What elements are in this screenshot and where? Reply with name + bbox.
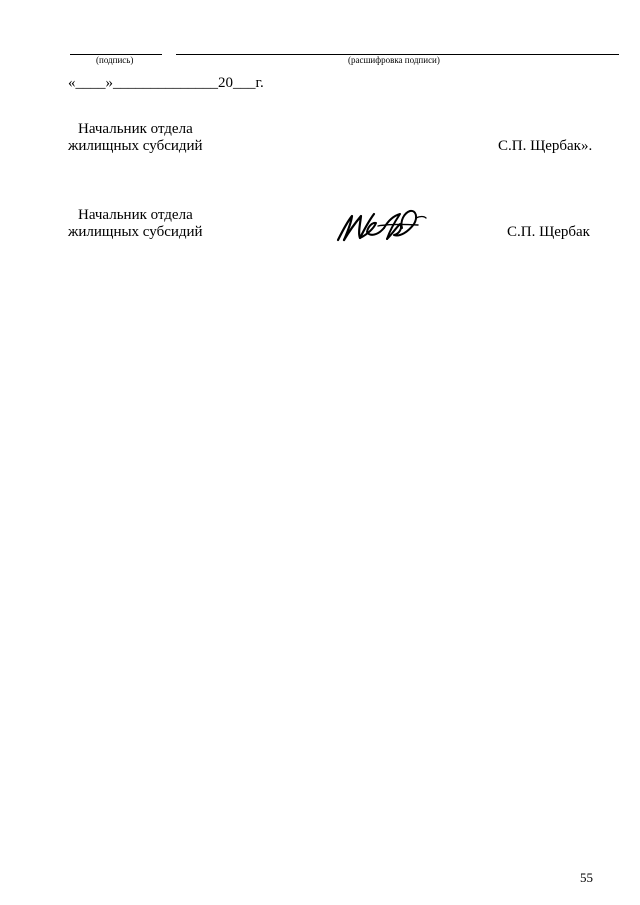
handwritten-signature-icon xyxy=(330,204,430,246)
signatory-name: С.П. Щербак». xyxy=(498,138,593,154)
date-line: «____»______________20___г. xyxy=(68,75,264,91)
position-line-1: Начальник отдела xyxy=(78,121,193,137)
position-line-2: жилищных субсидий xyxy=(68,224,203,240)
position-line-2: жилищных субсидий xyxy=(68,138,203,154)
signatory-name: С.П. Щербак xyxy=(507,224,590,240)
page-number: 55 xyxy=(580,870,593,885)
position-line-1: Начальник отдела xyxy=(78,207,193,223)
signature-caption: (подпись) xyxy=(96,55,134,65)
decoding-caption: (расшифровка подписи) xyxy=(348,55,440,65)
